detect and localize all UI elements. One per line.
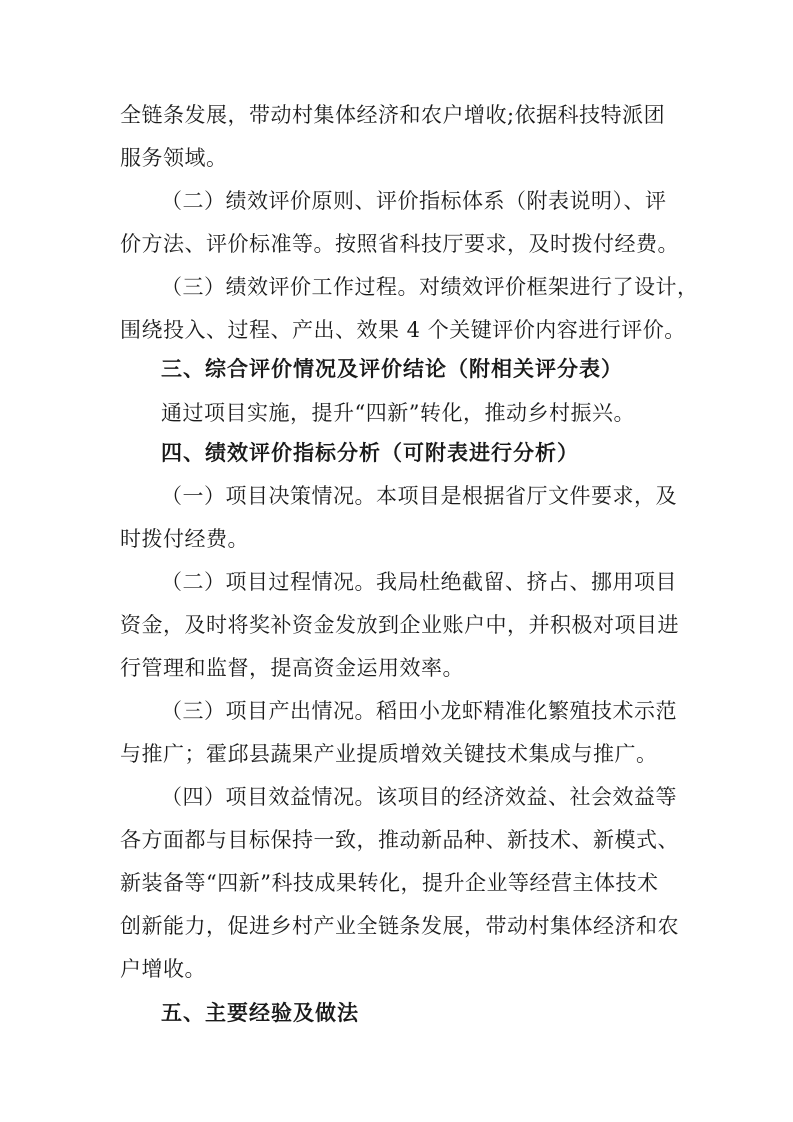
paragraph-line: （四）项目效益情况。该项目的经济效益、社会效益等 <box>161 785 677 809</box>
paragraph-line: （二）项目过程情况。我局杜绝截留、挤占、挪用项目 <box>161 570 677 594</box>
paragraph-line: 全链条发展，带动村集体经济和农户增收;依据科技特派团 <box>120 103 666 127</box>
section-heading: 三、综合评价情况及评价结论（附相关评分表） <box>161 357 623 381</box>
section-heading: 五、主要经验及做法 <box>161 1001 359 1025</box>
paragraph-line: 服务领域。 <box>120 146 228 170</box>
paragraph-line: 资金，及时将奖补资金发放到企业账户中，并积极对项目进 <box>120 613 679 637</box>
paragraph-line: 围绕投入、过程、产出、效果 4 个关键评价内容进行评价。 <box>120 318 686 342</box>
paragraph-line: （一）项目决策情况。本项目是根据省厅文件要求，及 <box>161 484 677 508</box>
paragraph-line: 通过项目实施，提升“四新”转化，推动乡村振兴。 <box>161 401 635 425</box>
paragraph-line: （三）绩效评价工作过程。对绩效评价框架进行了设计， <box>161 275 699 299</box>
paragraph-line: 各方面都与目标保持一致，推动新品种、新技术、新模式、 <box>120 828 679 852</box>
paragraph-line: 行管理和监督，提高资金运用效率。 <box>120 656 464 680</box>
paragraph-line: （二）绩效评价原则、评价指标体系（附表说明）、评 <box>161 189 667 213</box>
paragraph-line: 时拨付经费。 <box>120 527 249 551</box>
paragraph-line: 新装备等“四新”科技成果转化，提升企业等经营主体技术 <box>120 871 659 895</box>
section-heading: 四、绩效评价指标分析（可附表进行分析） <box>161 441 579 465</box>
paragraph-line: 创新能力，促进乡村产业全链条发展，带动村集体经济和农 <box>120 914 679 938</box>
paragraph-line: 价方法、评价标准等。按照省科技厅要求，及时拨付经费。 <box>120 232 679 256</box>
paragraph-line: 户增收。 <box>120 957 206 981</box>
paragraph-line: 与推广；霍邱县蔬果产业提质增效关键技术集成与推广。 <box>120 742 658 766</box>
paragraph-line: （三）项目产出情况。稻田小龙虾精准化繁殖技术示范 <box>161 699 677 723</box>
